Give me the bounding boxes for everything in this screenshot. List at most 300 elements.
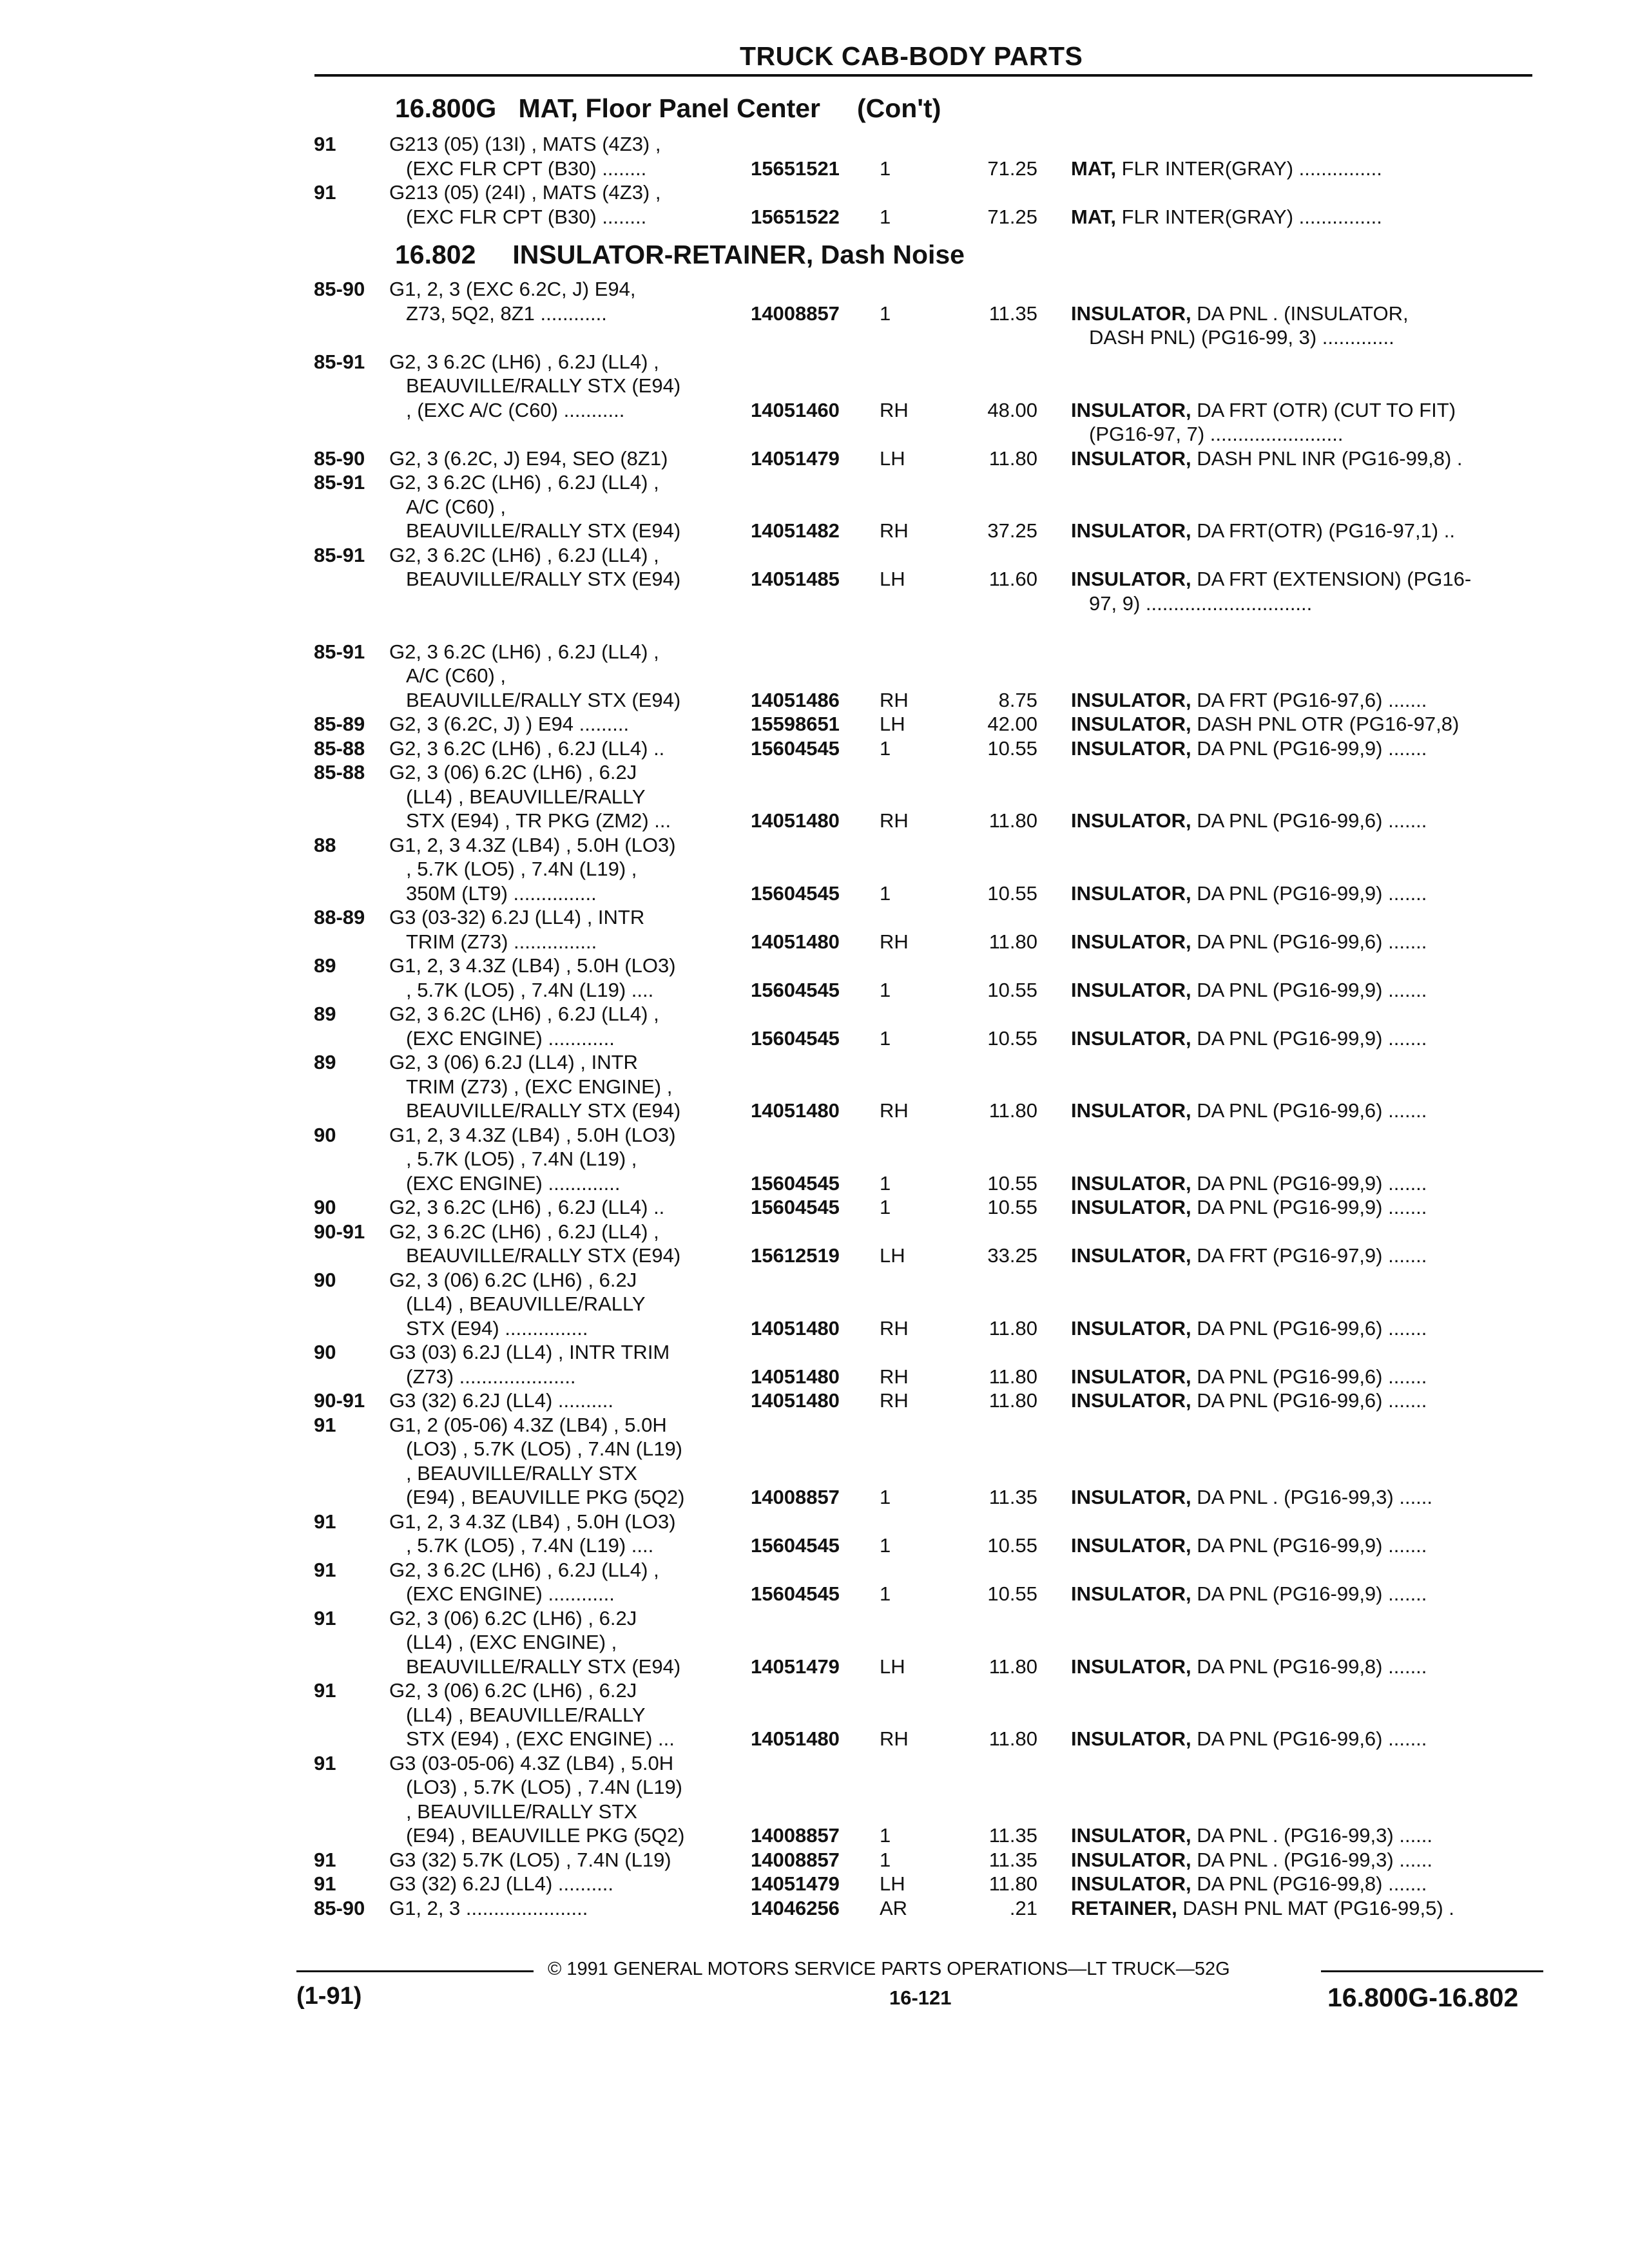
part-name-keyword: INSULATOR, xyxy=(1071,1534,1191,1557)
part-name xyxy=(1071,157,1535,181)
part-name xyxy=(1071,1848,1535,1872)
table-row xyxy=(0,1437,1629,1461)
quantity: 1 xyxy=(880,1849,891,1871)
application-text: G3 (03-32) 6.2J (LL4) , INTR xyxy=(389,906,645,928)
model-year: 90 xyxy=(314,1341,336,1363)
application-text: G1, 2, 3 4.3Z (LB4) , 5.0H (LO3) xyxy=(389,954,676,977)
application-text: , 5.7K (LO5) , 7.4N (L19) .... xyxy=(406,979,654,1001)
table-row xyxy=(0,180,1629,205)
part-number: 14051480 xyxy=(751,1317,840,1340)
part-name-detail: DA PNL (PG16-99,6) ....... xyxy=(1191,1099,1427,1122)
footer-rule-left xyxy=(296,1970,534,1972)
price: 42.00 xyxy=(987,713,1037,735)
application-text: BEAUVILLE/RALLY STX (E94) xyxy=(406,568,681,590)
footer-copyright: © 1991 GENERAL MOTORS SERVICE PARTS OPERATIONS—LT TRUCK—52G xyxy=(548,1959,1230,1979)
price: 11.80 xyxy=(988,1727,1037,1750)
table-row xyxy=(0,1533,1629,1558)
application-text: G213 (05) (24I) , MATS (4Z3) , xyxy=(389,181,661,204)
price: 10.55 xyxy=(987,882,1037,905)
quantity: RH xyxy=(880,1365,909,1388)
price: 10.55 xyxy=(987,737,1037,760)
application-text: G1, 2, 3 4.3Z (LB4) , 5.0H (LO3) xyxy=(389,1510,676,1533)
part-number: 15604545 xyxy=(751,1582,840,1605)
part-name-keyword: INSULATOR, xyxy=(1071,1727,1191,1750)
model-year: 90 xyxy=(314,1196,336,1218)
application-text: (Z73) ..................... xyxy=(406,1365,576,1388)
part-name-keyword: INSULATOR, xyxy=(1071,979,1191,1001)
table-row xyxy=(0,1848,1629,1872)
table-row xyxy=(0,640,1629,664)
part-name-detail: DA PNL (PG16-99,9) ....... xyxy=(1191,1196,1427,1218)
application-text: G1, 2, 3 ...................... xyxy=(389,1897,588,1919)
price: 11.80 xyxy=(988,930,1037,953)
application-text: G2, 3 (06) 6.2C (LH6) , 6.2J xyxy=(389,761,637,783)
application-text: A/C (C60) , xyxy=(406,664,506,687)
model-year: 91 xyxy=(314,1679,336,1702)
quantity: LH xyxy=(880,1655,905,1678)
application-text: G2, 3 6.2C (LH6) , 6.2J (LL4) , xyxy=(389,471,659,494)
quantity: 1 xyxy=(880,1824,891,1847)
part-name xyxy=(1071,1485,1535,1510)
table-row xyxy=(0,930,1629,954)
price: 10.55 xyxy=(987,1172,1037,1195)
part-name-detail: DA PNL (PG16-99,6) ....... xyxy=(1191,1389,1427,1412)
application-text: STX (E94) ............... xyxy=(406,1317,588,1340)
part-name-detail: DA FRT (PG16-97,9) ....... xyxy=(1191,1244,1427,1267)
part-name-detail: DA PNL . (PG16-99,3) ...... xyxy=(1191,1824,1433,1847)
model-year: 91 xyxy=(314,181,336,204)
application-text: (EXC FLR CPT (B30) ........ xyxy=(406,157,647,180)
table-row xyxy=(0,1872,1629,1896)
quantity: AR xyxy=(880,1897,908,1919)
quantity: 1 xyxy=(880,737,891,760)
application-text: G3 (32) 6.2J (LL4) .......... xyxy=(389,1872,614,1895)
application-text: STX (E94) , TR PKG (ZM2) ... xyxy=(406,809,671,832)
part-name-keyword: INSULATOR, xyxy=(1071,1824,1191,1847)
model-year: 85-91 xyxy=(314,640,365,663)
application-text: G3 (32) 6.2J (LL4) .......... xyxy=(389,1389,614,1412)
quantity: 1 xyxy=(880,1172,891,1195)
part-name-detail: DA PNL (PG16-99,8) ....... xyxy=(1191,1872,1427,1895)
part-name-keyword: INSULATOR, xyxy=(1071,1389,1191,1412)
table-row xyxy=(0,1630,1629,1655)
table-row xyxy=(0,1606,1629,1631)
table-row xyxy=(0,1316,1629,1341)
quantity: RH xyxy=(880,1317,909,1340)
application-text: G3 (32) 5.7K (LO5) , 7.4N (L19) xyxy=(389,1849,671,1871)
quantity: RH xyxy=(880,1389,909,1412)
table-row xyxy=(0,1775,1629,1800)
table-row xyxy=(0,1413,1629,1437)
model-year: 88 xyxy=(314,834,336,856)
table-row xyxy=(0,1655,1629,1679)
table-row xyxy=(0,736,1629,761)
part-name-keyword: INSULATOR, xyxy=(1071,882,1191,905)
part-name-detail: DA PNL (PG16-99,9) ....... xyxy=(1191,1172,1427,1195)
part-name-detail: DA FRT (OTR) (CUT TO FIT) xyxy=(1191,399,1456,421)
part-name xyxy=(1071,519,1535,543)
part-name-keyword: INSULATOR, xyxy=(1071,1582,1191,1605)
price: 48.00 xyxy=(987,399,1037,421)
application-text: G1, 2, 3 4.3Z (LB4) , 5.0H (LO3) xyxy=(389,834,676,856)
table-row xyxy=(0,1896,1629,1921)
part-name-detail: DA PNL (PG16-99,9) ....... xyxy=(1191,1027,1427,1050)
application-text: G2, 3 6.2C (LH6) , 6.2J (LL4) .. xyxy=(389,1196,665,1218)
quantity: 1 xyxy=(880,1534,891,1557)
part-number: 14051479 xyxy=(751,1655,840,1678)
quantity: 1 xyxy=(880,1582,891,1605)
table-row xyxy=(0,1171,1629,1196)
quantity: 1 xyxy=(880,1486,891,1508)
part-name-keyword: INSULATOR, xyxy=(1071,1849,1191,1871)
table-row xyxy=(0,1485,1629,1510)
part-name-detail: DA PNL . (PG16-99,3) ...... xyxy=(1191,1486,1433,1508)
part-name xyxy=(1071,302,1535,326)
price: 11.80 xyxy=(988,1872,1037,1895)
part-number: 14008857 xyxy=(751,1824,840,1847)
quantity: 1 xyxy=(880,1027,891,1050)
part-number: 15604545 xyxy=(751,737,840,760)
application-text: G2, 3 6.2C (LH6) , 6.2J (LL4) , xyxy=(389,1220,659,1243)
price: .21 xyxy=(1009,1897,1037,1919)
price: 11.80 xyxy=(988,809,1037,832)
price: 71.25 xyxy=(987,157,1037,180)
table-row xyxy=(0,302,1629,326)
part-name-keyword: INSULATOR, xyxy=(1071,1872,1191,1895)
model-year: 85-90 xyxy=(314,447,365,470)
quantity: LH xyxy=(880,1872,905,1895)
model-year: 91 xyxy=(314,1752,336,1774)
table-row xyxy=(0,1365,1629,1389)
table-row xyxy=(0,1703,1629,1727)
table-row xyxy=(0,785,1629,809)
part-name-keyword: MAT, xyxy=(1071,157,1117,180)
table-row xyxy=(0,833,1629,858)
part-number: 14051479 xyxy=(751,1872,840,1895)
part-name-detail: DA PNL (PG16-99,6) ....... xyxy=(1191,1317,1427,1340)
price: 10.55 xyxy=(987,1027,1037,1050)
price: 11.80 xyxy=(988,447,1037,470)
model-year: 89 xyxy=(314,954,336,977)
part-name-continuation: 97, 9) .............................. xyxy=(1089,592,1313,615)
part-name xyxy=(1071,567,1535,591)
quantity: RH xyxy=(880,1099,909,1122)
part-name xyxy=(1071,1026,1535,1051)
table-row xyxy=(0,1800,1629,1824)
application-text: BEAUVILLE/RALLY STX (E94) xyxy=(406,1655,681,1678)
table-row xyxy=(0,205,1629,229)
application-text: BEAUVILLE/RALLY STX (E94) xyxy=(406,1099,681,1122)
part-name-detail: DA FRT(OTR) (PG16-97,1) .. xyxy=(1191,519,1455,542)
application-text: G3 (03) 6.2J (LL4) , INTR TRIM xyxy=(389,1341,670,1363)
footer-page-number: 16-121 xyxy=(889,1986,952,2009)
price: 11.35 xyxy=(988,1486,1037,1508)
price: 11.80 xyxy=(988,1099,1037,1122)
table-row xyxy=(0,1727,1629,1751)
part-name xyxy=(1071,736,1535,761)
footer-section-range: 16.800G-16.802 xyxy=(1327,1983,1519,2012)
model-year: 91 xyxy=(314,1510,336,1533)
quantity: RH xyxy=(880,689,909,711)
part-number: 14051480 xyxy=(751,930,840,953)
part-number: 14008857 xyxy=(751,302,840,325)
part-name-keyword: RETAINER, xyxy=(1071,1897,1177,1919)
part-name-detail: DA PNL (PG16-99,6) ....... xyxy=(1191,1365,1427,1388)
application-text: , 5.7K (LO5) , 7.4N (L19) .... xyxy=(406,1534,654,1557)
model-year: 91 xyxy=(314,1607,336,1629)
table-row xyxy=(0,664,1629,688)
part-name-detail: DA PNL (PG16-99,6) ....... xyxy=(1191,1727,1427,1750)
price: 11.80 xyxy=(988,1365,1037,1388)
price: 11.35 xyxy=(988,1849,1037,1871)
table-row-continuation xyxy=(0,422,1629,447)
part-name xyxy=(1071,1389,1535,1413)
application-text: (LL4) , BEAUVILLE/RALLY xyxy=(406,1293,646,1315)
part-name-keyword: INSULATOR, xyxy=(1071,930,1191,953)
table-row xyxy=(0,1026,1629,1051)
table-row xyxy=(0,1823,1629,1848)
price: 11.35 xyxy=(988,302,1037,325)
table-row xyxy=(0,712,1629,736)
part-name xyxy=(1071,1195,1535,1220)
price: 8.75 xyxy=(998,689,1037,711)
model-year: 91 xyxy=(314,1414,336,1436)
application-text: (E94) , BEAUVILLE PKG (5Q2) xyxy=(406,1824,685,1847)
part-number: 14046256 xyxy=(751,1897,840,1919)
quantity: 1 xyxy=(880,206,891,228)
table-row xyxy=(0,1582,1629,1606)
part-name-detail: DA PNL (PG16-99,9) ....... xyxy=(1191,737,1427,760)
part-number: 14051480 xyxy=(751,1099,840,1122)
part-number: 15604545 xyxy=(751,882,840,905)
part-name-keyword: INSULATOR, xyxy=(1071,689,1191,711)
part-name-keyword: INSULATOR, xyxy=(1071,1027,1191,1050)
application-text: BEAUVILLE/RALLY STX (E94) xyxy=(406,1244,681,1267)
part-name-detail: DASH PNL MAT (PG16-99,5) . xyxy=(1177,1897,1454,1919)
footer-rule-right xyxy=(1321,1970,1543,1972)
application-text: G2, 3 6.2C (LH6) , 6.2J (LL4) , xyxy=(389,1559,659,1581)
model-year: 85-91 xyxy=(314,351,365,373)
table-row-continuation xyxy=(0,325,1629,350)
part-name xyxy=(1071,1896,1535,1921)
table-row xyxy=(0,1268,1629,1293)
application-text: (EXC ENGINE) ............. xyxy=(406,1172,621,1195)
part-name-keyword: INSULATOR, xyxy=(1071,737,1191,760)
application-text: (LL4) , BEAUVILLE/RALLY xyxy=(406,1704,646,1726)
part-name-detail: DA FRT (PG16-97,6) ....... xyxy=(1191,689,1427,711)
part-name xyxy=(1071,1655,1535,1679)
application-text: (EXC FLR CPT (B30) ........ xyxy=(406,206,647,228)
part-number: 15598651 xyxy=(751,713,840,735)
quantity: LH xyxy=(880,1244,905,1267)
model-year: 85-88 xyxy=(314,737,365,760)
part-name-keyword: INSULATOR, xyxy=(1071,1317,1191,1340)
table-row xyxy=(0,1558,1629,1582)
part-name-detail: DA PNL (PG16-99,6) ....... xyxy=(1191,930,1427,953)
table-row xyxy=(0,157,1629,181)
application-text: TRIM (Z73) ............... xyxy=(406,930,597,953)
application-text: G3 (03-05-06) 4.3Z (LB4) , 5.0H xyxy=(389,1752,674,1774)
part-name-keyword: MAT, xyxy=(1071,206,1117,228)
part-name-detail: DA PNL . (INSULATOR, xyxy=(1191,302,1409,325)
quantity: LH xyxy=(880,713,905,735)
application-text: (LL4) , (EXC ENGINE) , xyxy=(406,1631,617,1653)
table-row xyxy=(0,543,1629,568)
table-row xyxy=(0,470,1629,495)
model-year: 85-90 xyxy=(314,1897,365,1919)
table-row xyxy=(0,1510,1629,1534)
table-row xyxy=(0,132,1629,157)
application-text: G2, 3 (06) 6.2C (LH6) , 6.2J xyxy=(389,1269,637,1291)
table-row xyxy=(0,567,1629,591)
model-year: 85-91 xyxy=(314,471,365,494)
part-name-keyword: INSULATOR, xyxy=(1071,519,1191,542)
table-row xyxy=(0,495,1629,519)
table-row xyxy=(0,857,1629,881)
part-name xyxy=(1071,1099,1535,1123)
price: 11.60 xyxy=(988,568,1037,590)
quantity: RH xyxy=(880,1727,909,1750)
application-text: G1, 2, 3 (EXC 6.2C, J) E94, xyxy=(389,278,636,300)
table-row xyxy=(0,954,1629,978)
price: 71.25 xyxy=(987,206,1037,228)
table-row xyxy=(0,1461,1629,1486)
price: 10.55 xyxy=(987,979,1037,1001)
model-year: 90 xyxy=(314,1269,336,1291)
part-name-keyword: INSULATOR, xyxy=(1071,1172,1191,1195)
table-row xyxy=(0,1075,1629,1099)
model-year: 88-89 xyxy=(314,906,365,928)
model-year: 85-91 xyxy=(314,544,365,566)
part-name xyxy=(1071,447,1535,471)
application-text: G2, 3 6.2C (LH6) , 6.2J (LL4) , xyxy=(389,640,659,663)
table-row xyxy=(0,374,1629,398)
model-year: 85-88 xyxy=(314,761,365,783)
price: 11.35 xyxy=(988,1824,1037,1847)
price: 10.55 xyxy=(987,1196,1037,1218)
table-row xyxy=(0,978,1629,1003)
table-row xyxy=(0,277,1629,302)
model-year: 91 xyxy=(314,1872,336,1895)
model-year: 90-91 xyxy=(314,1220,365,1243)
application-text: BEAUVILLE/RALLY STX (E94) xyxy=(406,374,681,397)
part-name-keyword: INSULATOR, xyxy=(1071,809,1191,832)
part-name xyxy=(1071,930,1535,954)
quantity: RH xyxy=(880,399,909,421)
part-name-detail: DA PNL (PG16-99,6) ....... xyxy=(1191,809,1427,832)
quantity: RH xyxy=(880,930,909,953)
price: 10.55 xyxy=(987,1534,1037,1557)
table-row xyxy=(0,688,1629,713)
table-row xyxy=(0,1389,1629,1413)
quantity: 1 xyxy=(880,302,891,325)
part-number: 14051485 xyxy=(751,568,840,590)
part-name-continuation: DASH PNL) (PG16-99, 3) ............. xyxy=(1089,326,1394,349)
price: 11.80 xyxy=(988,1389,1037,1412)
quantity: 1 xyxy=(880,157,891,180)
table-row xyxy=(0,1751,1629,1776)
application-text: (LL4) , BEAUVILLE/RALLY xyxy=(406,785,646,808)
section-title: 16.800G MAT, Floor Panel Center (Con't) xyxy=(395,93,941,123)
part-number: 15604545 xyxy=(751,1534,840,1557)
model-year: 89 xyxy=(314,1003,336,1025)
part-name xyxy=(1071,978,1535,1003)
table-row xyxy=(0,447,1629,471)
part-name xyxy=(1071,809,1535,833)
application-text: G1, 2, 3 4.3Z (LB4) , 5.0H (LO3) xyxy=(389,1124,676,1146)
application-text: A/C (C60) , xyxy=(406,495,506,518)
part-number: 15604545 xyxy=(751,1196,840,1218)
part-name-keyword: INSULATOR, xyxy=(1071,1196,1191,1218)
quantity: 1 xyxy=(880,979,891,1001)
model-year: 91 xyxy=(314,133,336,155)
part-number: 15604545 xyxy=(751,1027,840,1050)
application-text: Z73, 5Q2, 8Z1 ............ xyxy=(406,302,607,325)
table-row xyxy=(0,1678,1629,1703)
table-row xyxy=(0,350,1629,374)
model-year: 90-91 xyxy=(314,1389,365,1412)
application-text: G2, 3 6.2C (LH6) , 6.2J (LL4) , xyxy=(389,544,659,566)
part-number: 15612519 xyxy=(751,1244,840,1267)
table-row xyxy=(0,1220,1629,1244)
part-name-detail: DASH PNL OTR (PG16-97,8) xyxy=(1191,713,1460,735)
model-year: 90 xyxy=(314,1124,336,1146)
price: 11.80 xyxy=(988,1317,1037,1340)
quantity: RH xyxy=(880,519,909,542)
quantity: LH xyxy=(880,568,905,590)
application-text: G2, 3 6.2C (LH6) , 6.2J (LL4) , xyxy=(389,1003,659,1025)
application-text: G2, 3 6.2C (LH6) , 6.2J (LL4) , xyxy=(389,351,659,373)
application-text: G2, 3 6.2C (LH6) , 6.2J (LL4) .. xyxy=(389,737,665,760)
table-row xyxy=(0,905,1629,930)
model-year: 85-90 xyxy=(314,278,365,300)
table-row-continuation xyxy=(0,591,1629,616)
quantity: LH xyxy=(880,447,905,470)
part-name-keyword: INSULATOR, xyxy=(1071,713,1191,735)
part-number: 14051482 xyxy=(751,519,840,542)
table-row xyxy=(0,1195,1629,1220)
application-text: (EXC ENGINE) ............ xyxy=(406,1027,615,1050)
part-number: 14051480 xyxy=(751,1365,840,1388)
table-row xyxy=(0,1147,1629,1171)
section-title: 16.802 INSULATOR-RETAINER, Dash Noise xyxy=(395,240,965,269)
part-name xyxy=(1071,712,1535,736)
table-row xyxy=(0,1292,1629,1316)
part-name-keyword: INSULATOR, xyxy=(1071,447,1191,470)
part-name xyxy=(1071,398,1535,423)
part-name xyxy=(1071,1582,1535,1606)
part-name xyxy=(1071,1823,1535,1848)
quantity: RH xyxy=(880,809,909,832)
part-number: 14051480 xyxy=(751,1727,840,1750)
part-name-detail: DA PNL (PG16-99,9) ....... xyxy=(1191,1582,1427,1605)
footer-date-code: (1-91) xyxy=(296,1983,362,2010)
part-number: 15604545 xyxy=(751,979,840,1001)
application-text: , 5.7K (LO5) , 7.4N (L19) , xyxy=(406,858,637,880)
model-year: 91 xyxy=(314,1559,336,1581)
part-name-keyword: INSULATOR, xyxy=(1071,399,1191,421)
application-text: , BEAUVILLE/RALLY STX xyxy=(406,1462,637,1485)
part-name-keyword: INSULATOR, xyxy=(1071,1099,1191,1122)
part-name xyxy=(1071,205,1535,229)
application-text: G1, 2 (05-06) 4.3Z (LB4) , 5.0H xyxy=(389,1414,667,1436)
part-name xyxy=(1071,1316,1535,1341)
application-text: G2, 3 (6.2C, J) ) E94 ......... xyxy=(389,713,630,735)
part-name xyxy=(1071,1872,1535,1896)
application-text: G2, 3 (6.2C, J) E94, SEO (8Z1) xyxy=(389,447,668,470)
part-number: 14008857 xyxy=(751,1486,840,1508)
application-text: G2, 3 (06) 6.2C (LH6) , 6.2J xyxy=(389,1679,637,1702)
